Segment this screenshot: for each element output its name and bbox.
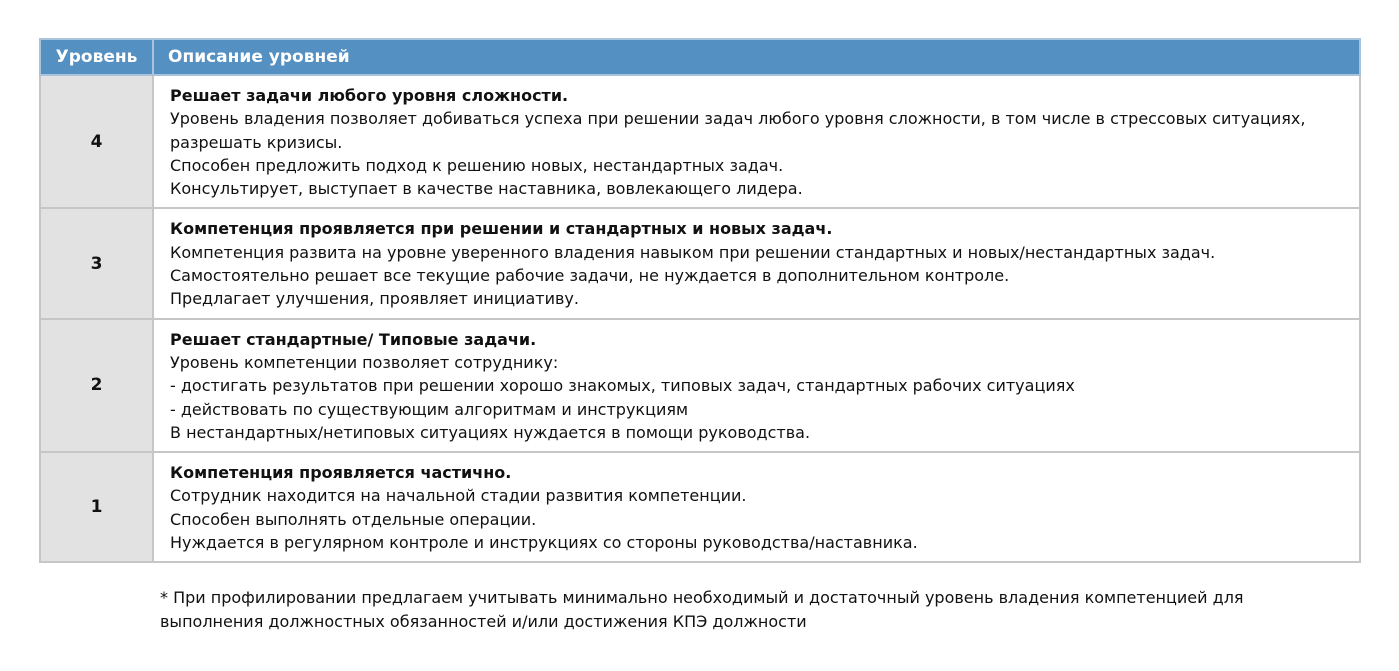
description-line: - достигать результатов при решении хорошо знакомых, типовых задач, стандартных рабочих ситуациях [170,376,1075,396]
table-header [40,39,1360,75]
description-line: В нестандартных/нетиповых ситуациях нуждается в помощи руководства. [170,422,811,442]
level-number: 3 [40,208,153,318]
level-number: 1 [40,452,153,562]
table-body [40,75,1360,562]
table-header-row [40,39,1360,75]
level-description [153,75,1360,208]
competency-levels-table [39,38,1361,563]
description-line: Способен выполнять отдельные операции. [170,509,537,529]
level-title: Компетенция проявляется частично. [170,463,512,483]
level-title: Компетенция проявляется при решении и стандартных и новых задач. [170,219,833,239]
level-number: 2 [40,319,153,452]
description-line: Самостоятельно решает все текущие рабочие задачи, не нуждается в дополнительном контроле. [170,266,1010,286]
description-line: - действовать по существующим алгоритмам и инструкциям [170,399,689,419]
level-title: Решает стандартные/ Типовые задачи. [170,329,537,349]
description-line: Предлагает улучшения, проявляет инициативу. [170,289,579,309]
table-row [40,208,1360,318]
description-line: Уровень владения позволяет добиваться успеха при решении задач любого уровня сложности, в том числе в стрессовых ситуациях, разрешать кризисы. [170,109,1306,152]
footnote: * При профилировании предлагаем учитывать минимально необходимый и достаточный уровень владения компетенцией для выполнения должностных обязанностей и/или достижения КПЭ должности [160,588,1244,631]
description-line: Уровень компетенции позволяет сотруднику: [170,352,559,372]
level-description [153,208,1360,318]
description-line: Консультирует, выступает в качестве наставника, вовлекающего лидера. [170,179,803,199]
description-line: Нуждается в регулярном контроле и инструкциях со стороны руководства/наставника. [170,533,918,553]
header-description: Описание уровней [153,39,1360,75]
header-level: Уровень [40,39,153,75]
description-line: Сотрудник находится на начальной стадии развития компетенции. [170,486,747,506]
level-description [153,319,1360,452]
table-row [40,452,1360,562]
description-line: Компетенция развита на уровне уверенного владения навыком при решении стандартных и новых/нестандартных задач. [170,242,1216,262]
description-line: Способен предложить подход к решению новых, нестандартных задач. [170,155,784,175]
level-title: Решает задачи любого уровня сложности. [170,86,569,105]
level-description [153,452,1360,562]
table-row [40,75,1360,208]
level-number: 4 [40,75,153,208]
table-row [40,319,1360,452]
